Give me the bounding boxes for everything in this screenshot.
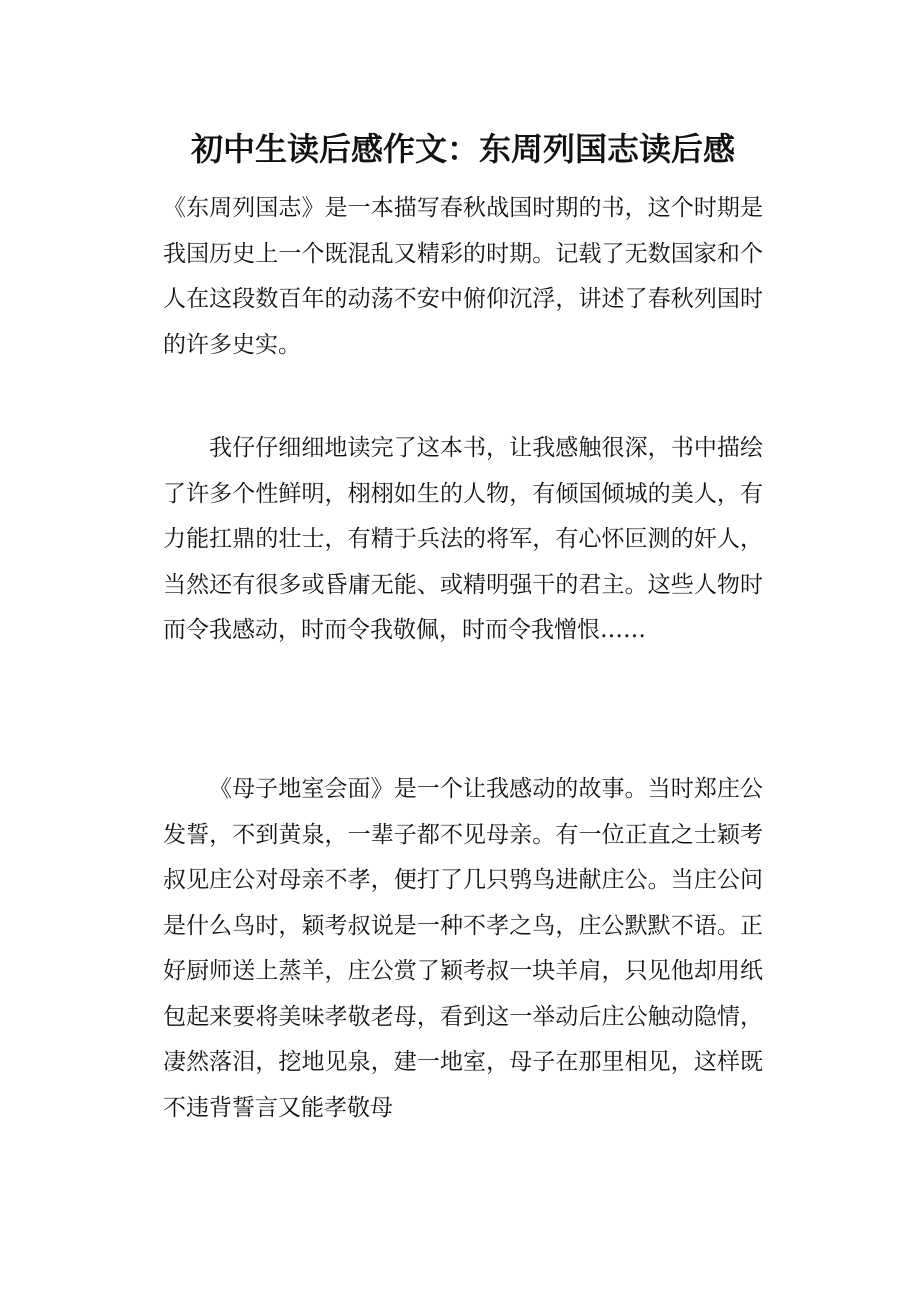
- paragraph-intro: 《东周列国志》是一本描写春秋战国时期的书，这个时期是我国历史上一个既混乱又精彩的时期。记载了无数国家和个人在这段数百年的动荡不安中俯仰沉浮，讲述了春秋列国时的许多史实。: [163, 195, 763, 358]
- paragraph-story: 《母子地室会面》是一个让我感动的故事。当时郑庄公发誓，不到黄泉，一辈子都不见母亲。有一位正直之士颖考叔见庄公对母亲不孝，便打了几只鸮鸟进献庄公。当庄公问是什么鸟时，颖考叔说是一种不孝之鸟，庄公默默不语。正好厨师送上蒸羊，庄公赏了颖考叔一块羊肩，只见他却用纸包起来要将美味孝敬老母，看到这一举动后庄公触动隐情，凄然落泪，挖地见泉，建一地室，母子在那里相见，这样既不违背誓言又能孝敬母: [163, 776, 763, 1121]
- document-title: 初中生读后感作文：东周列国志读后感: [190, 130, 735, 168]
- paragraph-characters: 我仔仔细细地读完了这本书，让我感触很深，书中描绘了许多个性鲜明，栩栩如生的人物，有倾国倾城的美人，有力能扛鼎的壮士，有精于兵法的将军，有心怀叵测的奸人，当然还有很多或昏庸无能、或精明强干的君主。这些人物时而令我感动，时而令我敬佩，时而令我憎恨……: [163, 435, 763, 643]
